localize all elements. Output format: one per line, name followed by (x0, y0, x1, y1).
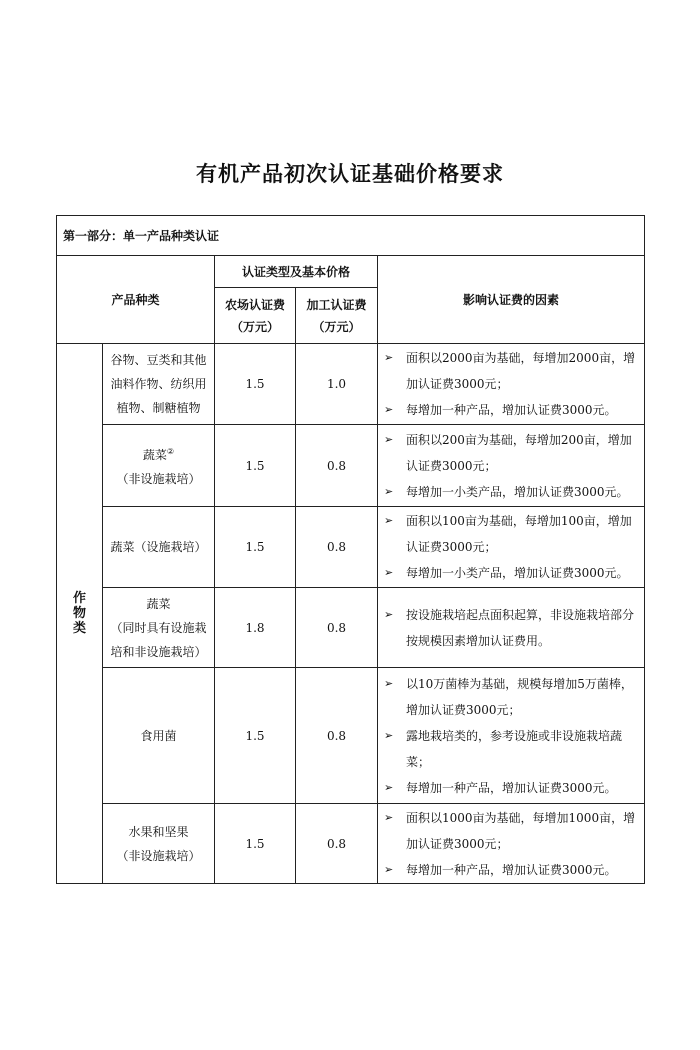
arrow-bullet-icon: ➢ (384, 676, 394, 690)
factors-cell (378, 425, 645, 507)
processing-fee-cell: 0.8 (296, 668, 378, 804)
table-row (57, 344, 645, 425)
part-label: 第一部分：单一产品种类认证 (57, 216, 645, 256)
table-row (57, 425, 645, 507)
document-title: 有机产品初次认证基础价格要求 (196, 161, 504, 186)
farm-fee-cell: 1.5 (215, 668, 296, 804)
header-processing-fee-unit: （万元） (312, 319, 361, 334)
factor-text: 面积以1000亩为基础，每增加1000亩，增加认证费3000元； (406, 810, 636, 851)
factor-text: 按设施栽培起点面积起算，非设施栽培部分按规模因素增加认证费用。 (406, 607, 635, 648)
farm-fee-cell: 1.5 (215, 344, 296, 425)
product-cell (103, 588, 215, 668)
header-product-type: 产品种类 (57, 256, 215, 344)
product-line: 水果和坚果 (128, 824, 189, 839)
factor-item (384, 723, 640, 775)
product-line: 油料作物、纺织用 (110, 377, 207, 391)
footnote-marker: ② (166, 447, 175, 456)
product-cell (103, 668, 215, 804)
arrow-bullet-icon: ➢ (384, 403, 394, 416)
factor-text: 每增加一种产品，增加认证费3000元。 (406, 862, 617, 877)
table-row (57, 507, 645, 588)
arrow-bullet-icon: ➢ (384, 810, 394, 824)
header-processing-fee-label: 加工认证费 (306, 297, 367, 312)
product-line: 食用菌 (140, 728, 177, 743)
arrow-bullet-icon: ➢ (384, 780, 394, 794)
factor-text: 面积以100亩为基础，每增加100亩，增加认证费3000元； (406, 514, 632, 554)
processing-fee-cell: 0.8 (296, 804, 378, 884)
product-line (107, 440, 210, 467)
factor-text: 面积以2000亩为基础，每增加2000亩，增加认证费3000元； (406, 351, 636, 391)
product-line: 植物、制糖植物 (116, 401, 201, 415)
product-line: （同时具有设施栽 (110, 620, 207, 635)
product-line: （非设施栽培） (116, 472, 201, 486)
factors-cell (378, 344, 645, 425)
category-label: 作物类 (72, 591, 86, 636)
factor-text: 面积以200亩为基础，每增加200亩，增加认证费3000元； (406, 432, 632, 473)
table-row (57, 668, 645, 804)
arrow-bullet-icon: ➢ (384, 484, 394, 498)
factor-item (384, 397, 640, 423)
factor-item (384, 427, 640, 479)
product-line: 谷物、豆类和其他 (110, 353, 207, 367)
product-line: 蔬菜 (146, 596, 171, 611)
factor-item (384, 857, 640, 883)
factor-text: 露地栽培类的，参考设施或非设施栽培蔬菜； (406, 728, 623, 769)
farm-fee-cell: 1.8 (215, 588, 296, 668)
factor-text: 每增加一种产品，增加认证费3000元。 (406, 403, 617, 417)
farm-fee-cell: 1.5 (215, 804, 296, 884)
processing-fee-cell: 1.0 (296, 344, 378, 425)
product-cell (103, 507, 215, 588)
product-line: 培和非设施栽培） (110, 644, 207, 659)
factors-cell (378, 804, 645, 884)
farm-fee-cell: 1.5 (215, 425, 296, 507)
factor-item (384, 805, 640, 857)
product-cell (103, 425, 215, 507)
factor-text: 以10万菌棒为基础，规模每增加5万菌棒，增加认证费3000元； (406, 676, 633, 717)
factor-text: 每增加一种产品，增加认证费3000元。 (406, 780, 617, 795)
arrow-bullet-icon: ➢ (384, 432, 394, 446)
arrow-bullet-icon: ➢ (384, 862, 394, 876)
processing-fee-cell: 0.8 (296, 425, 378, 507)
table-row (57, 804, 645, 884)
category-cell (57, 344, 103, 884)
product-line: 蔬菜（设施栽培） (110, 540, 207, 554)
factors-cell (378, 507, 645, 588)
certification-fee-table (56, 215, 645, 884)
factor-item (384, 560, 640, 586)
product-cell (103, 344, 215, 425)
factors-cell (378, 668, 645, 804)
header-farm-fee-label: 农场认证费 (224, 297, 285, 312)
factor-text: 每增加一小类产品，增加认证费3000元。 (406, 484, 629, 499)
factor-item (384, 508, 640, 560)
factor-item (384, 345, 640, 397)
header-farm-fee (215, 288, 296, 344)
factor-item (384, 479, 640, 505)
factors-cell (378, 588, 645, 668)
product-line: （非设施栽培） (116, 848, 201, 863)
factor-item (384, 671, 640, 723)
factor-item (384, 602, 640, 654)
header-factors: 影响认证费的因素 (378, 256, 645, 344)
processing-fee-cell: 0.8 (296, 507, 378, 588)
arrow-bullet-icon: ➢ (384, 566, 394, 579)
product-cell (103, 804, 215, 884)
product-line-text: 蔬菜 (142, 448, 167, 462)
arrow-bullet-icon: ➢ (384, 351, 394, 364)
header-processing-fee (296, 288, 378, 344)
arrow-bullet-icon: ➢ (384, 514, 394, 527)
factor-item (384, 775, 640, 801)
header-row-1 (57, 256, 645, 288)
table-row (57, 588, 645, 668)
processing-fee-cell: 0.8 (296, 588, 378, 668)
factor-text: 每增加一小类产品，增加认证费3000元。 (406, 566, 629, 580)
header-cert-type-price: 认证类型及基本价格 (215, 256, 378, 288)
part-row (57, 216, 645, 256)
header-farm-fee-unit: （万元） (230, 319, 279, 334)
arrow-bullet-icon: ➢ (384, 728, 394, 742)
arrow-bullet-icon: ➢ (384, 607, 394, 621)
farm-fee-cell: 1.5 (215, 507, 296, 588)
